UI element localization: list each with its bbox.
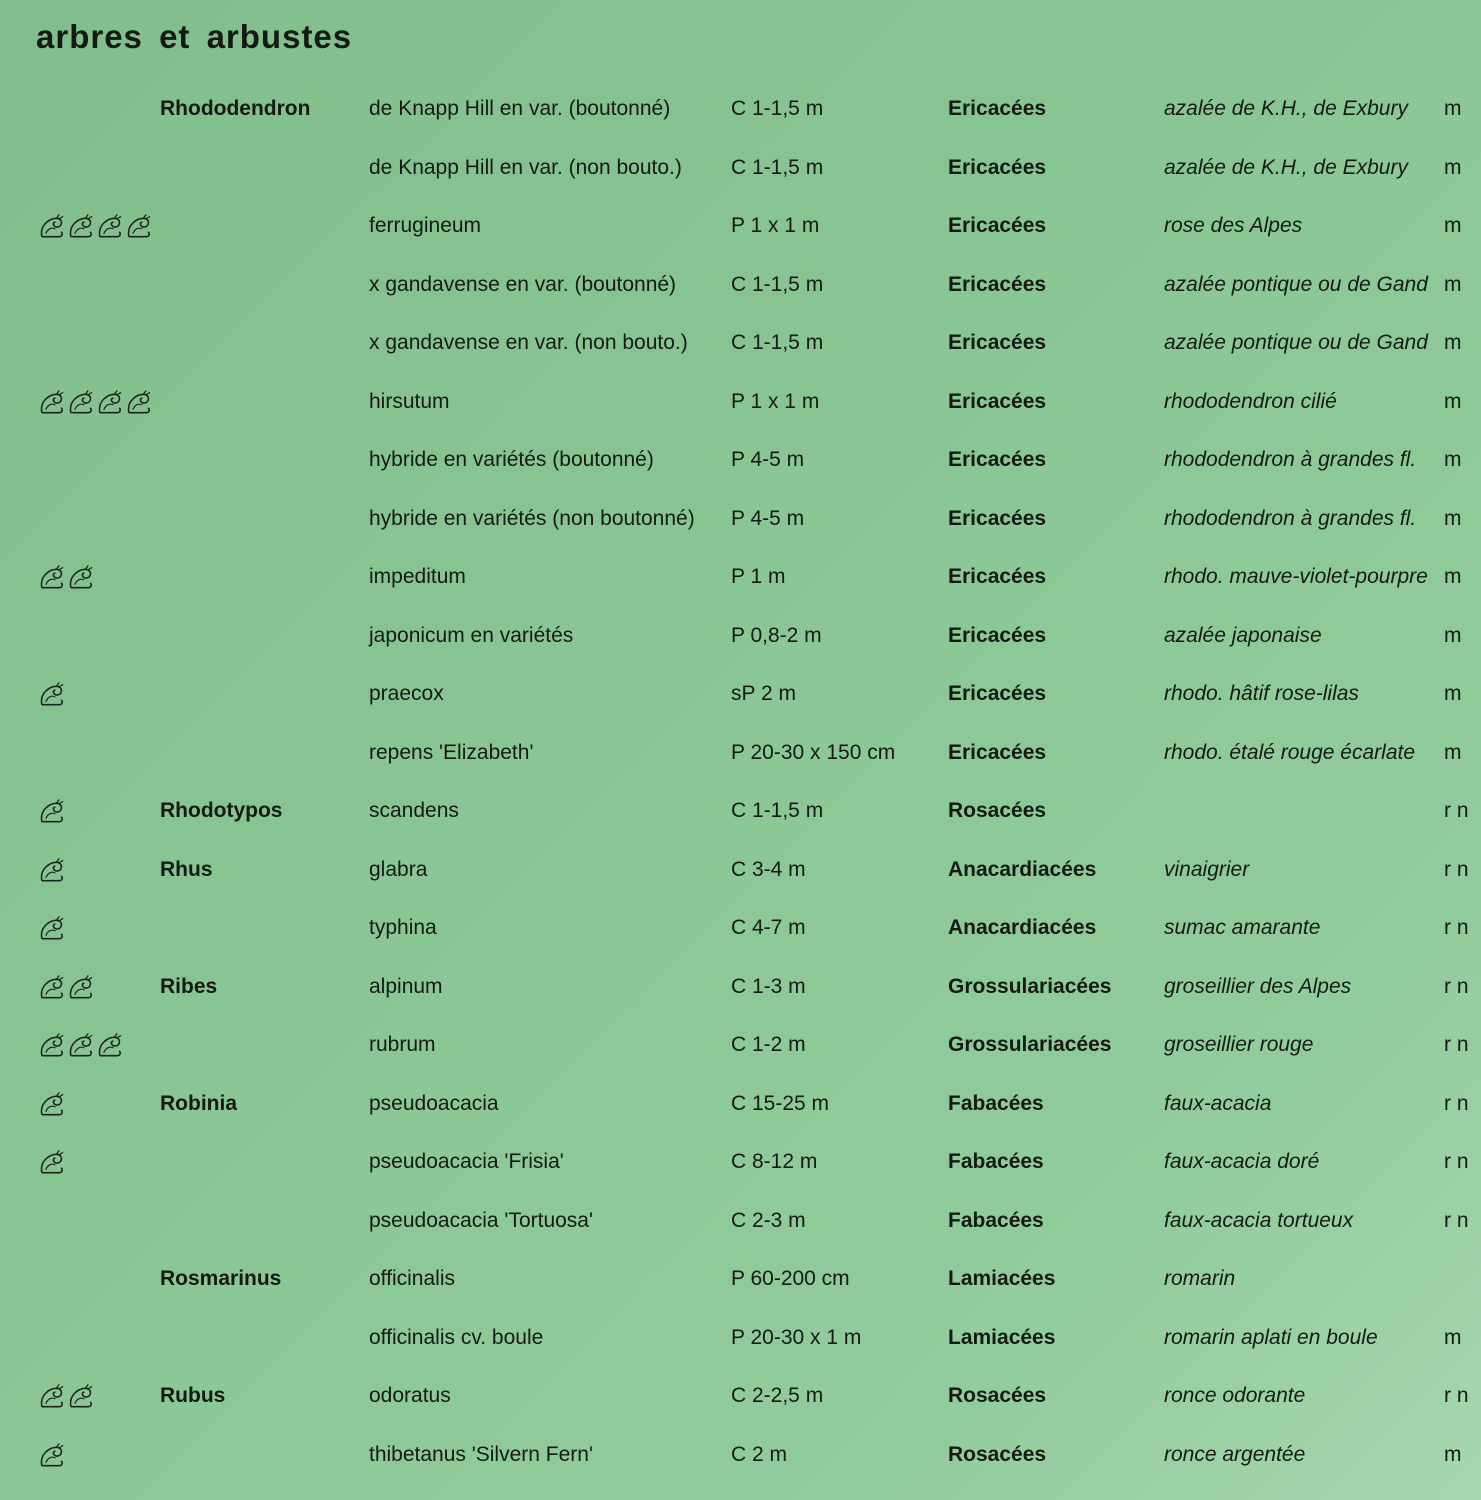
family-cell: Rosacées (948, 1384, 1047, 1407)
code-cell: m (1444, 682, 1462, 705)
size-cell: C 4-7 m (731, 916, 806, 939)
size-cell: C 15-25 m (731, 1091, 830, 1115)
code-cell: r n (1444, 974, 1469, 998)
species-cell: praecox (369, 682, 444, 705)
table-row (0, 1025, 1481, 1065)
size-cell: P 1 x 1 m (731, 389, 820, 413)
family-cell: Anacardiacées (948, 857, 1097, 881)
snail-icon (38, 797, 67, 831)
snail-icon (38, 973, 67, 1007)
code-cell: m (1444, 565, 1462, 588)
common-name-cell: faux-acacia tortueux (1164, 1208, 1354, 1232)
family-cell: Ericacées (948, 506, 1047, 530)
genus-cell: Rhus (160, 857, 213, 881)
icon-group (38, 856, 67, 890)
table-row (0, 206, 1481, 246)
family-cell: Lamiacées (948, 1325, 1056, 1349)
snail-icon (96, 212, 125, 246)
table-row (0, 674, 1481, 714)
table-row (0, 148, 1481, 188)
code-cell: m (1444, 740, 1462, 764)
code-cell: r n (1444, 799, 1469, 822)
size-cell: P 1 m (731, 565, 786, 588)
species-cell: repens 'Elizabeth' (369, 740, 534, 764)
snail-icon (96, 1031, 125, 1065)
table-row (0, 616, 1481, 656)
table-row (0, 265, 1481, 305)
snail-icon (67, 388, 96, 422)
family-cell: Ericacées (948, 331, 1047, 354)
snail-icon (67, 563, 96, 597)
table-row (0, 499, 1481, 539)
species-cell: hybride en variétés (non boutonné) (369, 506, 695, 530)
family-cell: Rosacées (948, 799, 1047, 822)
family-cell: Ericacées (948, 389, 1047, 413)
species-cell: ferrugineum (369, 214, 482, 237)
size-cell: C 1-1,5 m (731, 331, 824, 354)
size-cell: C 2 m (731, 1442, 788, 1466)
size-cell: C 1-1,5 m (731, 272, 824, 296)
family-cell: Ericacées (948, 565, 1047, 588)
size-cell: sP 2 m (731, 682, 796, 705)
snail-icon (125, 212, 154, 246)
code-cell: m (1444, 97, 1462, 120)
snail-icon (67, 212, 96, 246)
icon-group (38, 1382, 96, 1416)
size-cell: P 0,8-2 m (731, 623, 822, 647)
size-cell: C 1-2 m (731, 1033, 806, 1056)
snail-icon (38, 563, 67, 597)
table-row (0, 323, 1481, 363)
species-cell: glabra (369, 857, 428, 881)
snail-icon (38, 856, 67, 890)
genus-cell: Robinia (160, 1091, 237, 1115)
snail-icon (38, 914, 67, 948)
family-cell: Fabacées (948, 1150, 1044, 1173)
code-cell: r n (1444, 1384, 1469, 1407)
snail-icon (38, 1148, 67, 1182)
table-row (0, 967, 1481, 1007)
common-name-cell: rhododendron à grandes fl. (1164, 506, 1417, 530)
genus-cell: Rhododendron (160, 97, 311, 120)
icon-group (38, 1441, 67, 1475)
family-cell: Ericacées (948, 682, 1047, 705)
species-cell: hirsutum (369, 389, 450, 413)
genus-cell: Ribes (160, 974, 218, 998)
common-name-cell: groseillier rouge (1164, 1033, 1314, 1056)
code-cell: r n (1444, 857, 1469, 881)
snail-icon (38, 1382, 67, 1416)
code-cell: m (1444, 214, 1462, 237)
common-name-cell: rhodo. étalé rouge écarlate (1164, 740, 1416, 764)
table-row (0, 1318, 1481, 1358)
snail-icon (67, 1031, 96, 1065)
table-row (0, 908, 1481, 948)
table-row (0, 850, 1481, 890)
code-cell: m (1444, 448, 1462, 471)
snail-icon (38, 388, 67, 422)
species-cell: pseudoacacia 'Frisia' (369, 1150, 564, 1173)
species-cell: alpinum (369, 974, 443, 998)
genus-cell: Rubus (160, 1384, 226, 1407)
species-cell: rubrum (369, 1033, 436, 1056)
icon-group (38, 797, 67, 831)
table-row (0, 1259, 1481, 1299)
icon-group (38, 1031, 125, 1065)
table-row (0, 1376, 1481, 1416)
family-cell: Ericacées (948, 740, 1047, 764)
table-row (0, 557, 1481, 597)
code-cell: m (1444, 623, 1462, 647)
common-name-cell: rose des Alpes (1164, 214, 1303, 237)
size-cell: C 2-3 m (731, 1208, 806, 1232)
species-cell: x gandavense en var. (boutonné) (369, 272, 677, 296)
code-cell: r n (1444, 1150, 1469, 1173)
table-row (0, 89, 1481, 129)
family-cell: Anacardiacées (948, 916, 1097, 939)
table-row (0, 1201, 1481, 1241)
size-cell: P 4-5 m (731, 448, 805, 471)
species-cell: japonicum en variétés (369, 623, 574, 647)
species-cell: officinalis cv. boule (369, 1325, 544, 1349)
species-cell: odoratus (369, 1384, 451, 1407)
family-cell: Ericacées (948, 97, 1047, 120)
code-cell: m (1444, 1442, 1462, 1466)
common-name-cell: groseillier des Alpes (1164, 974, 1352, 998)
snail-icon (125, 388, 154, 422)
common-name-cell: romarin aplati en boule (1164, 1325, 1378, 1349)
family-cell: Ericacées (948, 214, 1047, 237)
species-cell: officinalis (369, 1267, 455, 1290)
table-row (0, 382, 1481, 422)
family-cell: Ericacées (948, 272, 1047, 296)
code-cell: m (1444, 155, 1462, 179)
species-cell: de Knapp Hill en var. (boutonné) (369, 97, 671, 120)
code-cell: m (1444, 506, 1462, 530)
family-cell: Rosacées (948, 1442, 1047, 1466)
table-row (0, 791, 1481, 831)
genus-cell: Rosmarinus (160, 1267, 282, 1290)
snail-icon (38, 1441, 67, 1475)
common-name-cell: azalée de K.H., de Exbury (1164, 155, 1408, 179)
icon-group (38, 212, 154, 246)
genus-cell: Rhodotypos (160, 799, 283, 822)
family-cell: Grossulariacées (948, 974, 1112, 998)
size-cell: P 20-30 x 1 m (731, 1325, 862, 1349)
family-cell: Lamiacées (948, 1267, 1056, 1290)
icon-group (38, 388, 154, 422)
code-cell: r n (1444, 1208, 1469, 1232)
size-cell: P 4-5 m (731, 506, 805, 530)
common-name-cell: faux-acacia (1164, 1091, 1272, 1115)
size-cell: C 1-1,5 m (731, 155, 824, 179)
table-row (0, 1142, 1481, 1182)
species-cell: scandens (369, 799, 459, 822)
species-cell: x gandavense en var. (non bouto.) (369, 331, 688, 354)
code-cell: m (1444, 1325, 1462, 1349)
page-title: arbres et arbustes (36, 18, 353, 55)
code-cell: m (1444, 389, 1462, 413)
table-row (0, 733, 1481, 773)
common-name-cell: ronce argentée (1164, 1442, 1306, 1466)
species-cell: typhina (369, 916, 437, 939)
size-cell: C 1-3 m (731, 974, 806, 998)
common-name-cell: rhodo. mauve-violet-pourpre (1164, 565, 1428, 588)
code-cell: m (1444, 272, 1462, 296)
species-cell: thibetanus 'Silvern Fern' (369, 1442, 593, 1466)
snail-icon (38, 1090, 67, 1124)
common-name-cell: rhododendron à grandes fl. (1164, 448, 1417, 471)
size-cell: C 1-1,5 m (731, 97, 824, 120)
code-cell: m (1444, 331, 1462, 354)
icon-group (38, 973, 96, 1007)
size-cell: P 20-30 x 150 cm (731, 740, 896, 764)
icon-group (38, 680, 67, 714)
common-name-cell: vinaigrier (1164, 857, 1250, 881)
size-cell: C 3-4 m (731, 857, 806, 881)
icon-group (38, 563, 96, 597)
snail-icon (67, 973, 96, 1007)
common-name-cell: romarin (1164, 1267, 1236, 1290)
table-row (0, 440, 1481, 480)
icon-group (38, 914, 67, 948)
family-cell: Ericacées (948, 448, 1047, 471)
family-cell: Fabacées (948, 1091, 1044, 1115)
snail-icon (38, 1031, 67, 1065)
common-name-cell: azalée de K.H., de Exbury (1164, 97, 1408, 120)
code-cell: r n (1444, 1091, 1469, 1115)
species-cell: de Knapp Hill en var. (non bouto.) (369, 155, 682, 179)
species-cell: pseudoacacia 'Tortuosa' (369, 1208, 593, 1232)
size-cell: C 8-12 m (731, 1150, 818, 1173)
snail-icon (96, 388, 125, 422)
species-cell: pseudoacacia (369, 1091, 499, 1115)
species-cell: hybride en variétés (boutonné) (369, 448, 654, 471)
snail-icon (38, 680, 67, 714)
table-row (0, 1084, 1481, 1124)
snail-icon (67, 1382, 96, 1416)
family-cell: Ericacées (948, 155, 1047, 179)
common-name-cell: azalée pontique ou de Gand (1164, 331, 1428, 354)
code-cell: r n (1444, 916, 1469, 939)
size-cell: P 60-200 cm (731, 1267, 850, 1290)
size-cell: C 2-2,5 m (731, 1384, 824, 1407)
icon-group (38, 1148, 67, 1182)
common-name-cell: ronce odorante (1164, 1384, 1306, 1407)
snail-icon (38, 212, 67, 246)
table-row (0, 1435, 1481, 1475)
common-name-cell: azalée pontique ou de Gand (1164, 272, 1428, 296)
icon-group (38, 1090, 67, 1124)
family-cell: Grossulariacées (948, 1033, 1112, 1056)
family-cell: Fabacées (948, 1208, 1044, 1232)
family-cell: Ericacées (948, 623, 1047, 647)
common-name-cell: azalée japonaise (1164, 623, 1322, 647)
code-cell: r n (1444, 1033, 1469, 1056)
common-name-cell: rhododendron cilié (1164, 389, 1337, 413)
common-name-cell: rhodo. hâtif rose-lilas (1164, 682, 1359, 705)
common-name-cell: sumac amarante (1164, 916, 1321, 939)
size-cell: P 1 x 1 m (731, 214, 820, 237)
size-cell: C 1-1,5 m (731, 799, 824, 822)
species-cell: impeditum (369, 565, 466, 588)
common-name-cell: faux-acacia doré (1164, 1150, 1320, 1173)
